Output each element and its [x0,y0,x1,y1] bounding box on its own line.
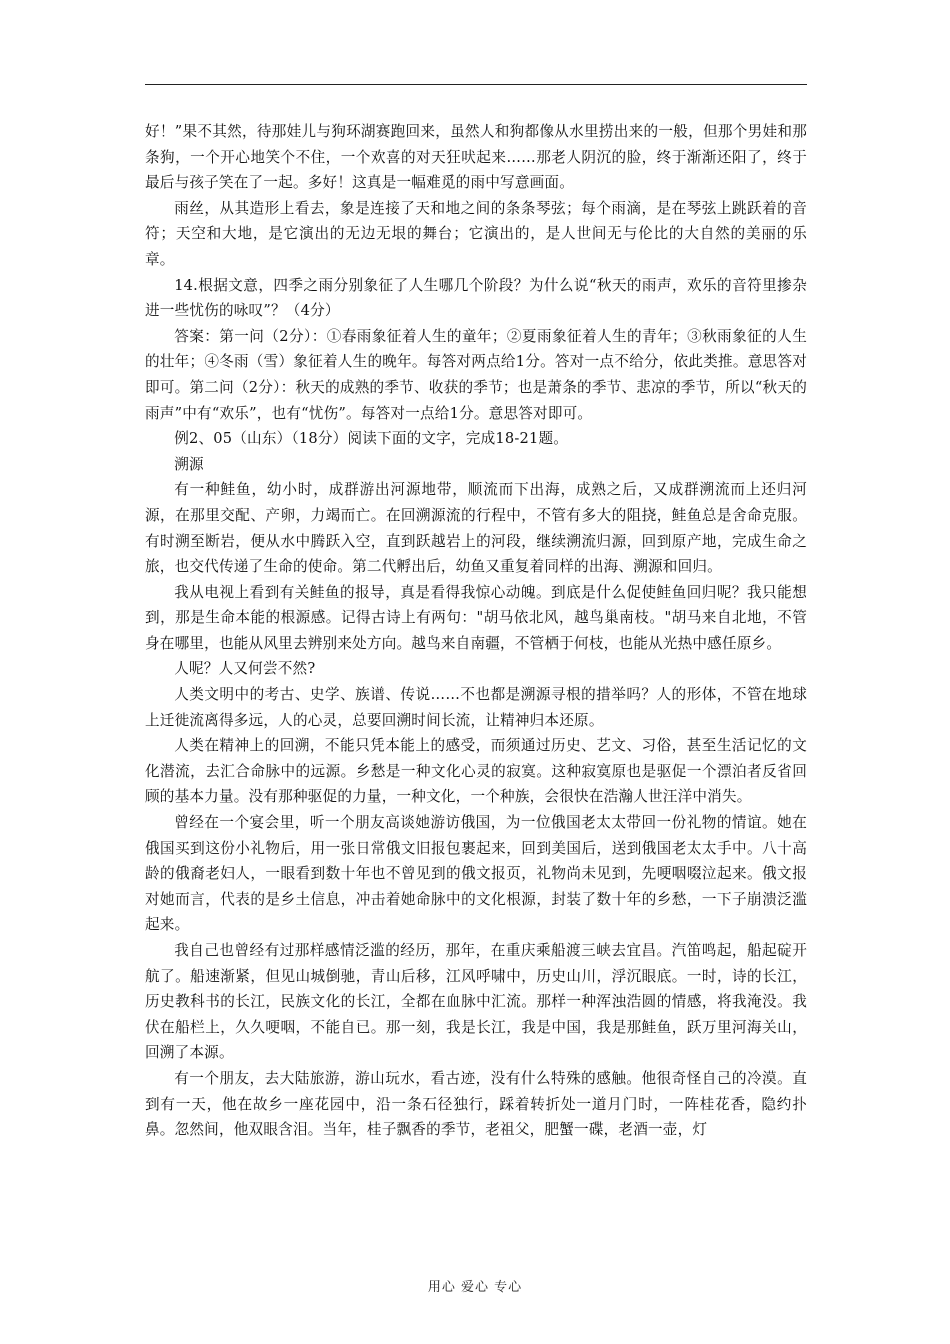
passage-title: 溯源 [174,455,204,473]
paragraph-spiritual-return: 人类在精神上的回溯，不能只凭本能上的感受，而须通过历史、艺文、习俗，甚至生活记忆的文化潜流，去汇合命脉中的远源。乡愁是一种文化心灵的寂寞。这种寂寞原也是驱促一个漂泊者反省回顾的基本力量。没有那种驱促的力量，一种文化，一个种族，会很快在浩瀚人世汪洋中消失。 [145,737,807,806]
paragraph-friend-travel: 有一个朋友，去大陆旅游，游山玩水，看古迹，没有什么特殊的感触。他很奇怪自己的冷漠。直到有一天，他在故乡一座花园中，沿一条石径独行，踩着转折处一道月门时，一阵桂花香，隐约扑鼻。忽然间，他双眼含泪。当年，桂子飘香的季节，老祖父，肥蟹一碟，老酒一壶，灯 [145,1069,807,1139]
paragraph-continuation: 好！”果不其然，待那娃儿与狗环湖赛跑回来，虽然人和狗都像从水里捞出来的一般，但那个男娃和那条狗，一个开心地笑个不住，一个欢喜的对天狂吠起来……那老人阴沉的脸，终于渐渐还阳了，终于最后与孩子笑在了一起。多好！这真是一幅难觅的雨中写意画面。 [145,123,807,192]
paragraph-civilization: 人类文明中的考古、史学、族谱、传说……不也都是溯源寻根的措举吗？人的形体，不管在地球上迁徙流离得多远，人的心灵，总要回溯时间长流，让精神归本还原。 [145,686,807,729]
paragraph-salmon: 有一种鲑鱼，幼小时，成群游出河源地带，顺流而下出海，成熟之后，又成群溯流而上还归河源，在那里交配、产卵，力竭而亡。在回溯源流的行程中，不管有多大的阻挠，鲑鱼总是舍命克服。有时溯至断岩，便从水中腾跃入空，直到跃越岩上的河段，继续溯流归源，回到原产地，完成生命之旅，也交代传递了生命的使命。第二代孵出后，幼鱼又重复着同样的出海、溯源和回归。 [145,481,807,576]
page-footer: 用心 爱心 专心 [427,1280,523,1295]
example-2-heading: 例2、05（山东）（18分）阅读下面的文字，完成18-21题。 [174,430,569,448]
header-rule [145,84,807,85]
paragraph-yangtze: 我自己也曾经有过那样感情泛滥的经历，那年，在重庆乘船渡三峡去宜昌。汽笛鸣起，船起碇开航了。船速渐紧，但见山城倒驰，青山后移，江风呼啸中，历史山川，浮沉眼底。一时，诗的长江，历史教科书的长江，民族文化的长江，全都在血脉中汇流。那样一种浑浊浩圆的情感，将我淹没。我伏在船栏上，久久哽咽，不能自已。那一刻，我是长江，我是中国，我是那鲑鱼，跃万里河海关山，回溯了本源。 [145,942,807,1062]
paragraph-banquet-story: 曾经在一个宴会里，听一个朋友高谈她游访俄国，为一位俄国老太太带回一份礼物的情谊。她在俄国买到这份小礼物后，用一张日常俄文旧报包裹起来，回到美国后，送到俄国老太太手中。八十高龄的俄裔老妇人，一眼看到数十年也不曾见到的俄文报页，礼物尚未见到，先哽咽啜泣起来。俄文报对她而言，代表的是乡土信息，冲击着她命脉中的文化根源，封装了数十年的乡愁，一下子崩溃泛滥起来。 [145,814,807,934]
paragraph-tv-report: 我从电视上看到有关鲑鱼的报导，真是看得我惊心动魄。到底是什么促使鲑鱼回归呢？我只能想到，那是生命本能的根源感。记得古诗上有两句："胡马依北风，越鸟巢南枝。"胡马来自北地，不管身在哪里，也能从风里去辨别来处方向。越鸟来自南疆，不管栖于何枝，也能从光热中感任原乡。 [145,583,807,652]
answer-14: 答案：第一问（2分）：①春雨象征着人生的童年；②夏雨象征着人生的青年；③秋雨象征的人生的壮年；④冬雨（雪）象征着人生的晚年。每答对两点给1分。答对一点不给分，依此类推。意思答对即可。第二问（2分）：秋天的成熟的季节、收获的季节；也是萧条的季节、悲凉的季节，所以“秋天的雨声”中有“欢乐”，也有“忧伤”。每答对一点给1分。意思答对即可。 [145,327,807,422]
paragraph-rain-strings: 雨丝，从其造形上看去，象是连接了天和地之间的条条琴弦；每个雨滴，是在琴弦上跳跃着的音符；天空和大地，是它演出的无边无垠的舞台；它演出的，是人世间无与伦比的大自然的美丽的乐章。 [145,199,807,268]
paragraph-people: 人呢？人又何尝不然? [174,660,316,678]
document-body [145,119,807,1143]
question-14: 14.根据文意，四季之雨分别象征了人生哪几个阶段？为什么说“秋天的雨声，欢乐的音符里掺杂进一些忧伤的咏叹”？（4分） [145,276,807,320]
